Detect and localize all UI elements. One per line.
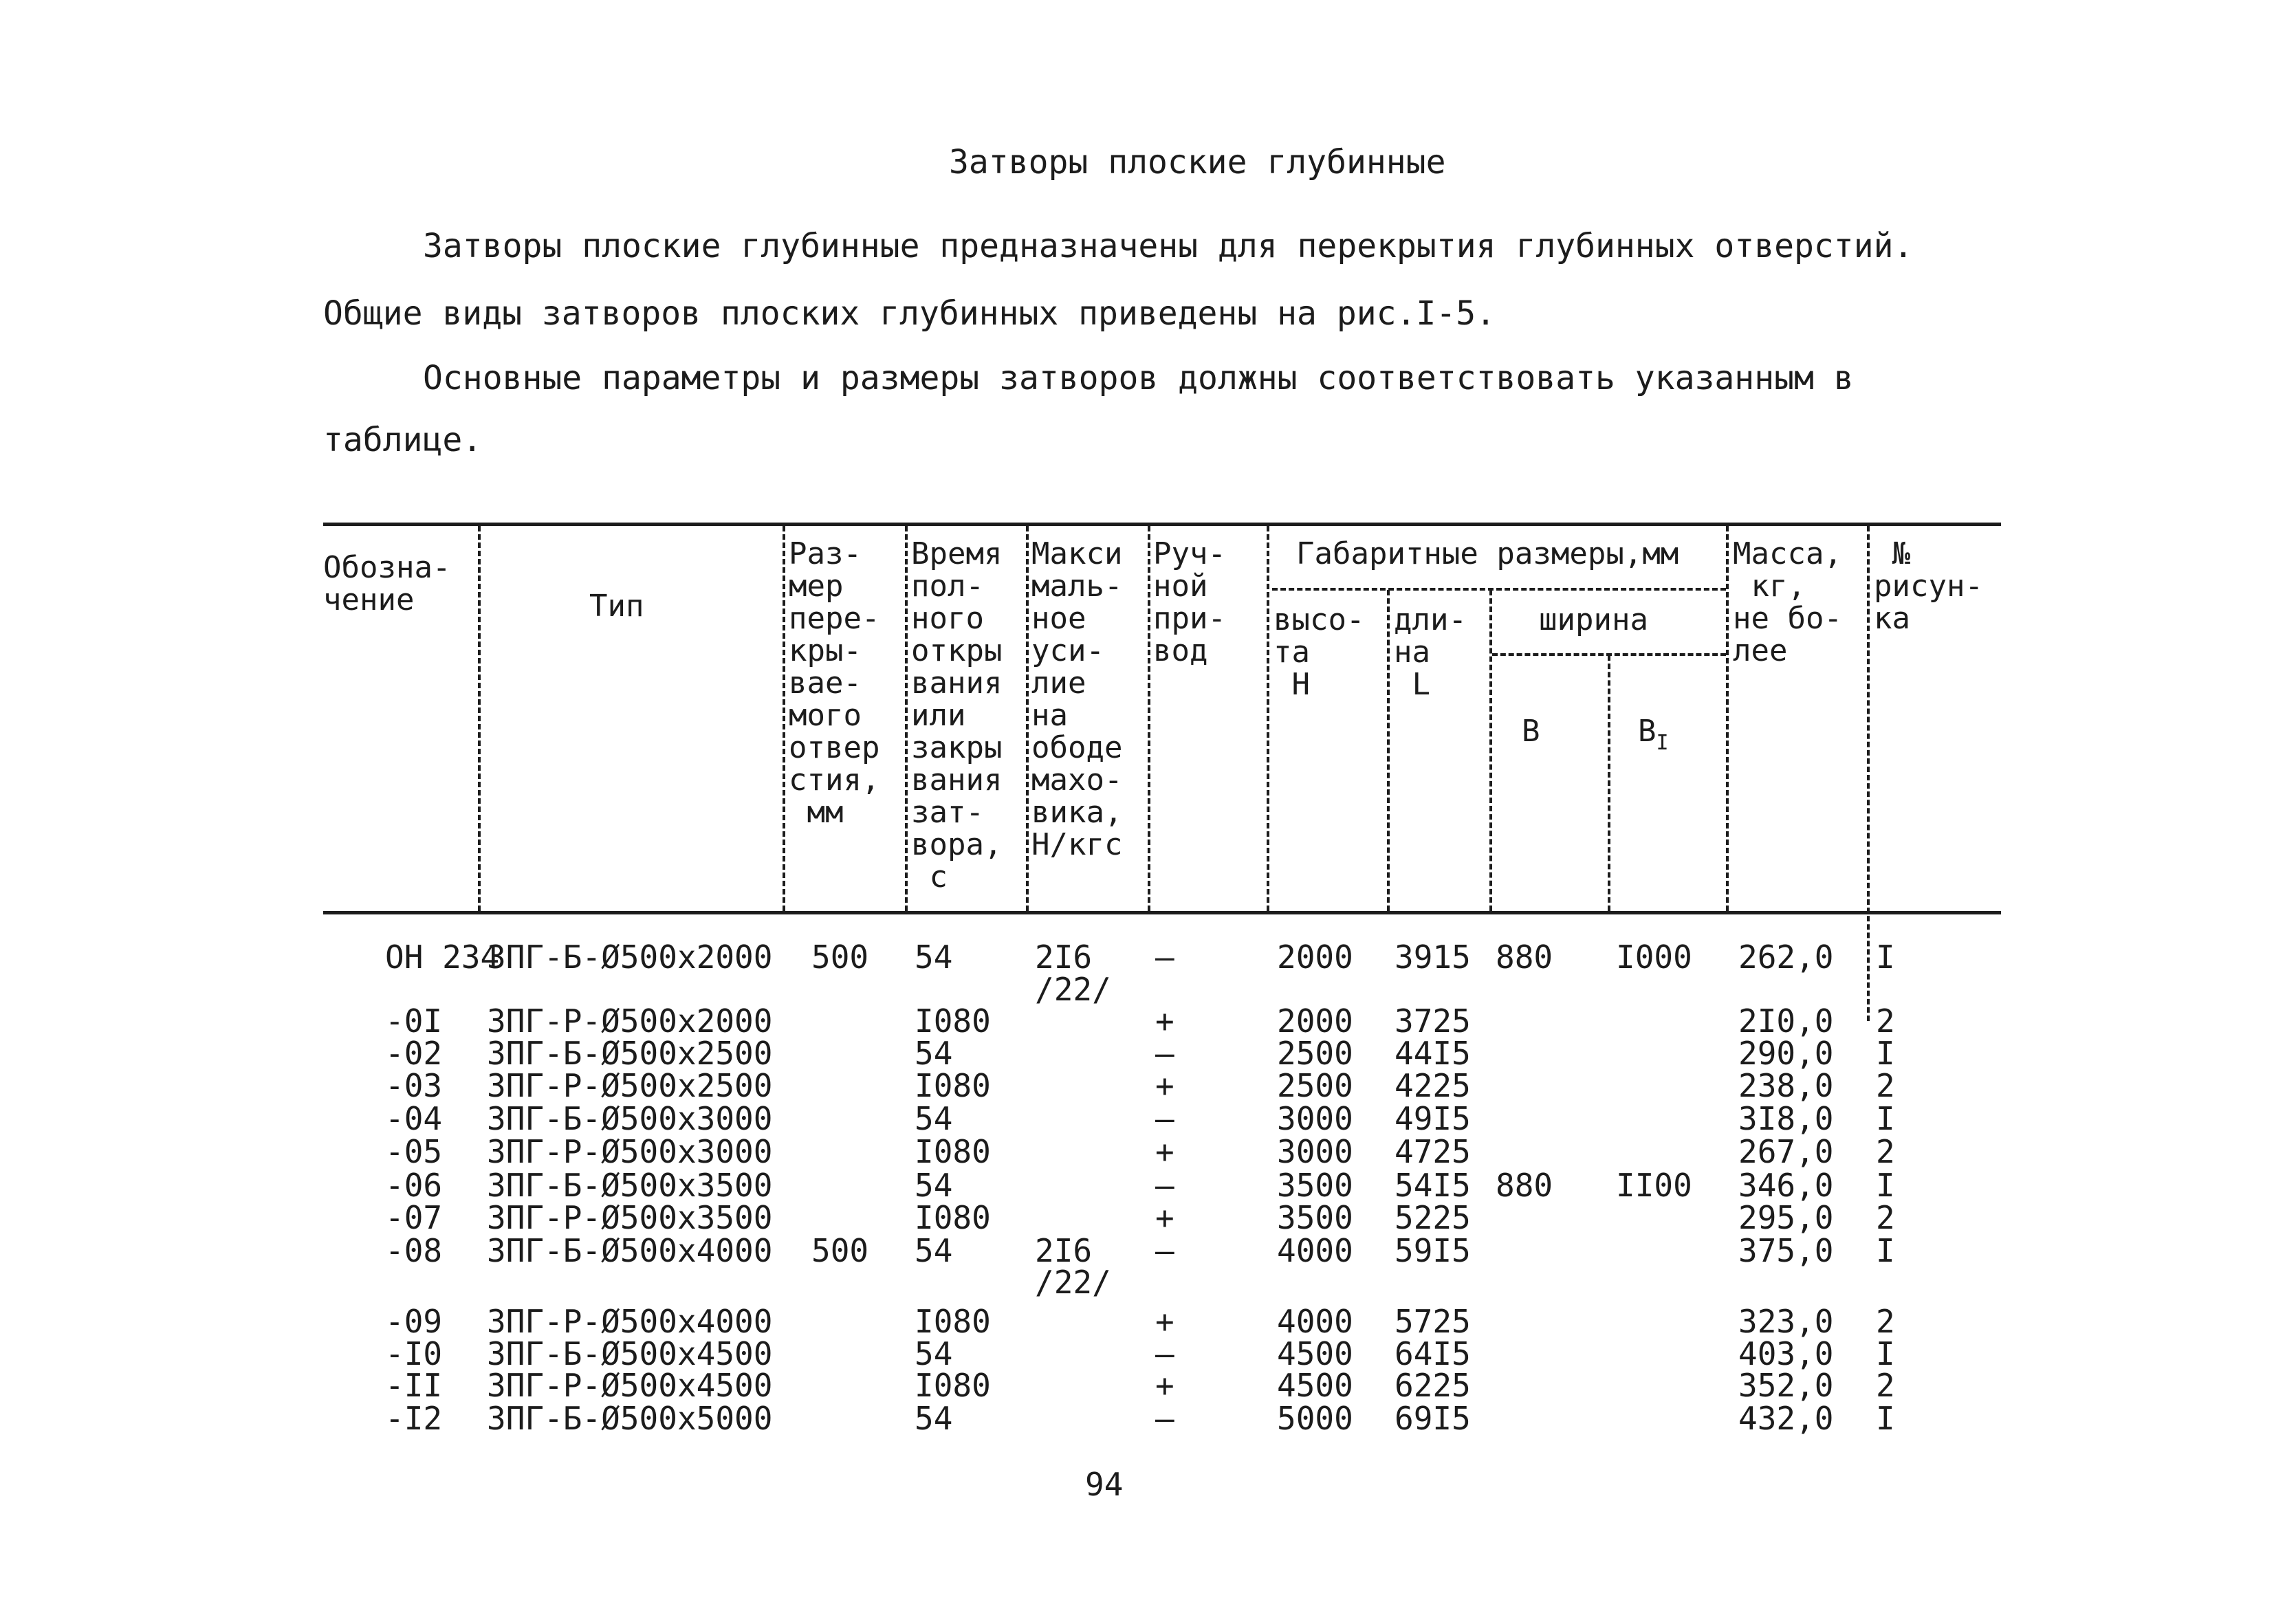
cell-designation: -0I: [385, 1002, 443, 1040]
cell-length: 54I5: [1395, 1167, 1471, 1204]
cell-designation: -I2: [385, 1400, 443, 1437]
col-sep: [1387, 590, 1390, 911]
cell-force: 2I6: [1035, 1232, 1093, 1269]
header-length: дли- на L: [1394, 602, 1467, 702]
cell-manual: –: [1155, 1167, 1174, 1204]
cell-force: 2I6: [1035, 939, 1093, 976]
cell-time: 54: [915, 1232, 953, 1269]
cell-length: 49I5: [1395, 1100, 1471, 1137]
col-sep: [1608, 655, 1610, 911]
cell-figure: I: [1876, 1232, 1895, 1269]
header-time: Время пол- ного откры вания или закры вания зат- вора, с: [911, 536, 1003, 895]
header-b1: $В_I$: [1638, 714, 1669, 755]
cell-length: 4225: [1395, 1067, 1471, 1104]
cell-designation: -I0: [385, 1335, 443, 1372]
header-designation: Обозна- чение: [323, 550, 451, 617]
col-sep: [1267, 526, 1269, 911]
cell-designation: -02: [385, 1035, 443, 1072]
cell-mass: 403,0: [1738, 1335, 1834, 1372]
header-max-force: Макси маль- ное уси- лие на ободе махо- вика, Н/кгс: [1031, 536, 1123, 862]
cell-manual: –: [1155, 1400, 1174, 1437]
cell-height: 2000: [1277, 939, 1353, 976]
cell-length: 59I5: [1395, 1232, 1471, 1269]
col-sep: [1726, 526, 1729, 911]
cell-figure: 2: [1876, 1199, 1895, 1236]
cell-type: ЗПГ-Р-Ø500x4000: [487, 1303, 773, 1340]
header-b: В: [1522, 714, 1540, 749]
cell-manual: +: [1155, 1303, 1174, 1340]
cell-type: ЗПГ-Р-Ø500x2500: [487, 1067, 773, 1104]
cell-designation: -06: [385, 1167, 443, 1204]
col-sep: [478, 526, 481, 911]
cell-time: I080: [915, 1067, 991, 1104]
cell-type: ЗПГ-Б-Ø500x3000: [487, 1100, 773, 1137]
cell-figure: 2: [1876, 1067, 1895, 1104]
cell-mass: 238,0: [1738, 1067, 1834, 1104]
cell-length: 5725: [1395, 1303, 1471, 1340]
cell-type: ЗПГ-Б-Ø500x5000: [487, 1400, 773, 1437]
header-figure: № рисун- ка: [1874, 536, 1983, 636]
cell-mass: 3I8,0: [1738, 1100, 1834, 1137]
cell-manual: –: [1155, 939, 1174, 976]
cell-b: 880: [1496, 939, 1553, 976]
cell-height: 3500: [1277, 1199, 1353, 1236]
table-top-rule: [323, 523, 2001, 526]
cell-mass: 262,0: [1738, 939, 1834, 976]
cell-height: 4500: [1277, 1367, 1353, 1404]
header-height: высо- та Н: [1273, 602, 1365, 702]
cell-length: 3725: [1395, 1002, 1471, 1040]
page-number: 94: [1085, 1466, 1124, 1503]
header-width: ширина: [1539, 602, 1648, 637]
cell-figure: I: [1876, 1100, 1895, 1137]
paragraph-1: Затворы плоские глубинные предназначены для перекрытия глубинных отверстий.: [423, 227, 1914, 265]
header-manual-drive: Руч- ной при- вод: [1153, 536, 1226, 668]
cell-time: I080: [915, 1303, 991, 1340]
cell-time: 54: [915, 1035, 953, 1072]
cell-type: ЗПГ-Р-Ø500x4500: [487, 1367, 773, 1404]
cell-mass: 290,0: [1738, 1035, 1834, 1072]
cell-figure: I: [1876, 939, 1895, 976]
cell-b1: II00: [1616, 1167, 1692, 1204]
cell-designation: -09: [385, 1303, 443, 1340]
cell-mass: 352,0: [1738, 1367, 1834, 1404]
cell-figure: 2: [1876, 1133, 1895, 1170]
cell-force: /22/: [1035, 1264, 1111, 1301]
cell-figure: I: [1876, 1167, 1895, 1204]
cell-mass: 295,0: [1738, 1199, 1834, 1236]
cell-mass: 2I0,0: [1738, 1002, 1834, 1040]
cell-manual: –: [1155, 1335, 1174, 1372]
paragraph-3: Основные параметры и размеры затворов должны соответствовать указанным в: [423, 359, 1854, 397]
cell-height: 5000: [1277, 1400, 1353, 1437]
cell-figure: I: [1876, 1400, 1895, 1437]
cell-height: 4000: [1277, 1303, 1353, 1340]
col-sep: [1026, 526, 1029, 911]
header-type: Тип: [589, 589, 644, 624]
cell-length: 5225: [1395, 1199, 1471, 1236]
header-dimensions: Габаритные размеры,мм: [1296, 536, 1679, 571]
cell-manual: –: [1155, 1100, 1174, 1137]
col-sep: [1867, 526, 1870, 1021]
cell-mass: 375,0: [1738, 1232, 1834, 1269]
cell-mass: 323,0: [1738, 1303, 1834, 1340]
cell-time: I080: [915, 1367, 991, 1404]
cell-figure: 2: [1876, 1303, 1895, 1340]
cell-height: 3000: [1277, 1133, 1353, 1170]
cell-opening: 500: [811, 939, 869, 976]
cell-length: 4725: [1395, 1133, 1471, 1170]
cell-type: ЗПГ-Р-Ø500x3000: [487, 1133, 773, 1170]
cell-designation: -05: [385, 1133, 443, 1170]
cell-height: 2500: [1277, 1035, 1353, 1072]
cell-manual: +: [1155, 1199, 1174, 1236]
cell-type: ЗПГ-Р-Ø500x2000: [487, 1002, 773, 1040]
cell-time: I080: [915, 1199, 991, 1236]
cell-b1: I000: [1616, 939, 1692, 976]
cell-figure: 2: [1876, 1367, 1895, 1404]
cell-height: 2000: [1277, 1002, 1353, 1040]
header-mass: Масса, кг, не бо- лее: [1733, 536, 1842, 668]
cell-time: 54: [915, 1400, 953, 1437]
cell-opening: 500: [811, 1232, 869, 1269]
cell-manual: +: [1155, 1002, 1174, 1040]
cell-time: 54: [915, 939, 953, 976]
cell-designation: -08: [385, 1232, 443, 1269]
cell-designation: -07: [385, 1199, 443, 1236]
cell-length: 6225: [1395, 1367, 1471, 1404]
cell-designation: ОН 234: [385, 939, 500, 976]
cell-designation: -II: [385, 1367, 443, 1404]
table-header-bottom-rule: [323, 911, 2001, 914]
cell-manual: +: [1155, 1133, 1174, 1170]
cell-type: ЗПГ-Б-Ø500x4500: [487, 1335, 773, 1372]
cell-time: 54: [915, 1167, 953, 1204]
cell-manual: –: [1155, 1035, 1174, 1072]
cell-height: 4500: [1277, 1335, 1353, 1372]
cell-height: 3000: [1277, 1100, 1353, 1137]
cell-figure: I: [1876, 1335, 1895, 1372]
paragraph-2: Общие виды затворов плоских глубинных приведены на рис.I-5.: [323, 294, 1496, 333]
cell-designation: -04: [385, 1100, 443, 1137]
col-sep: [783, 526, 785, 911]
paragraph-4: таблице.: [323, 421, 483, 459]
header-opening-size: Раз- мер пере- кры- вае- мого отвер стия, мм: [789, 536, 880, 830]
cell-time: 54: [915, 1335, 953, 1372]
cell-type: ЗПГ-Б-Ø500x4000: [487, 1232, 773, 1269]
cell-height: 4000: [1277, 1232, 1353, 1269]
cell-length: 64I5: [1395, 1335, 1471, 1372]
cell-mass: 432,0: [1738, 1400, 1834, 1437]
cell-type: ЗПГ-Б-Ø500x3500: [487, 1167, 773, 1204]
cell-height: 3500: [1277, 1167, 1353, 1204]
col-sep: [1148, 526, 1150, 911]
cell-length: 3915: [1395, 939, 1471, 976]
page-title: Затворы плоские глубинные: [949, 143, 1446, 182]
cell-type: ЗПГ-Б-Ø500x2000: [487, 939, 773, 976]
cell-figure: I: [1876, 1035, 1895, 1072]
cell-mass: 346,0: [1738, 1167, 1834, 1204]
cell-type: ЗПГ-Б-Ø500x2500: [487, 1035, 773, 1072]
cell-time: 54: [915, 1100, 953, 1137]
cell-length: 44I5: [1395, 1035, 1471, 1072]
cell-b: 880: [1496, 1167, 1553, 1204]
cell-length: 69I5: [1395, 1400, 1471, 1437]
cell-designation: -03: [385, 1067, 443, 1104]
dims-header-divider: [1272, 588, 1726, 591]
cell-time: I080: [915, 1002, 991, 1040]
cell-mass: 267,0: [1738, 1133, 1834, 1170]
cell-force: /22/: [1035, 971, 1111, 1008]
col-sep: [1489, 590, 1492, 911]
cell-figure: 2: [1876, 1002, 1895, 1040]
col-sep: [905, 526, 908, 911]
cell-manual: +: [1155, 1367, 1174, 1404]
cell-time: I080: [915, 1133, 991, 1170]
cell-manual: +: [1155, 1067, 1174, 1104]
cell-type: ЗПГ-Р-Ø500x3500: [487, 1199, 773, 1236]
cell-height: 2500: [1277, 1067, 1353, 1104]
cell-manual: –: [1155, 1232, 1174, 1269]
